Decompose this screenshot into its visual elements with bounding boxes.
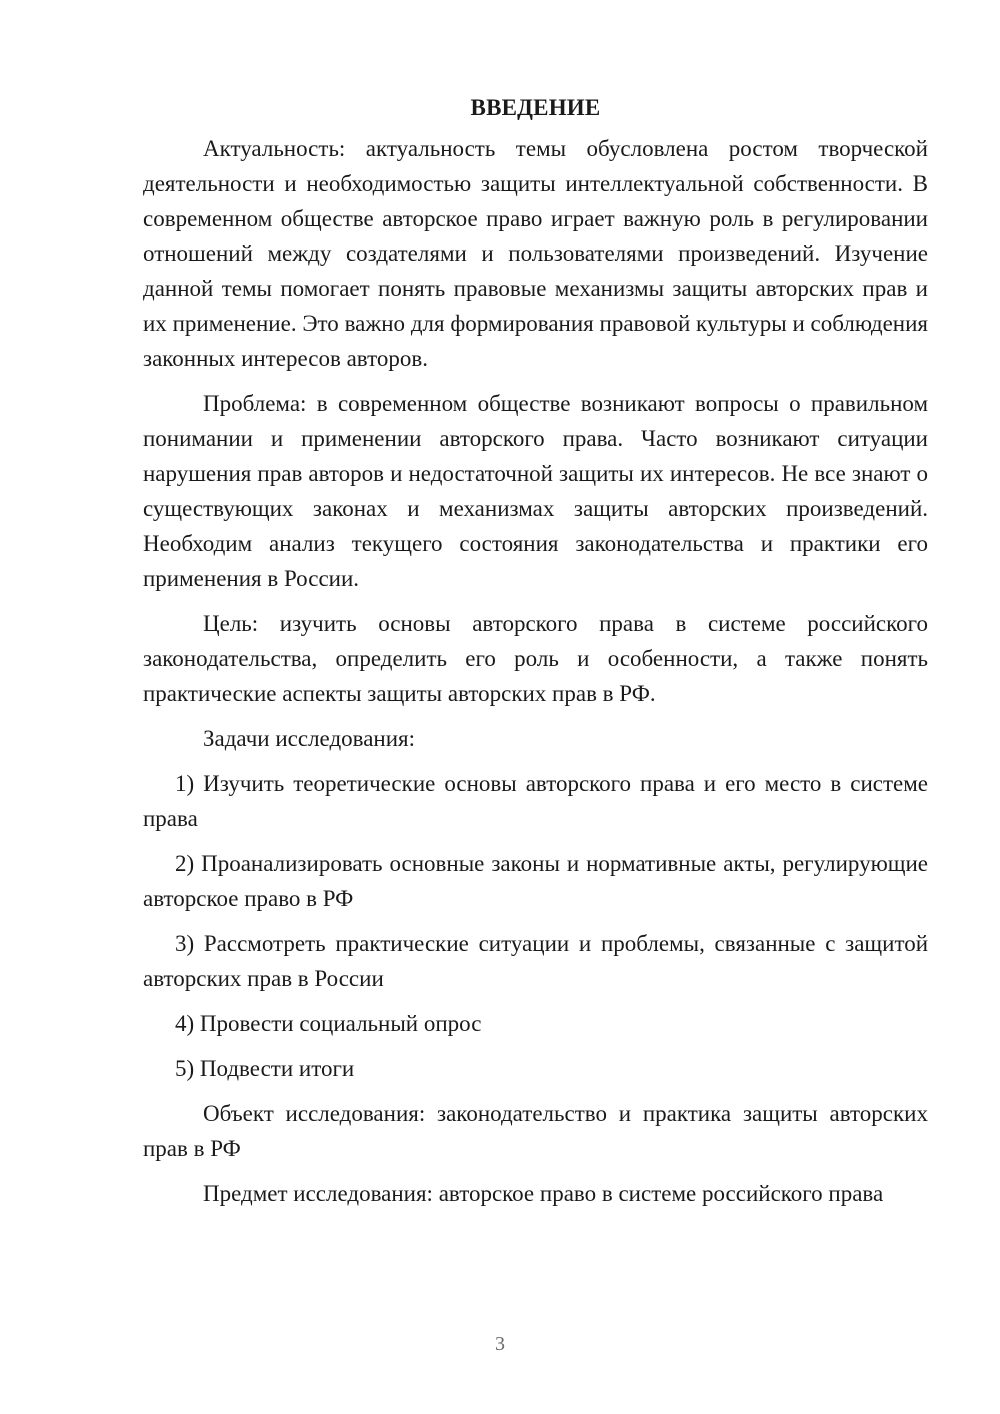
paragraph-object: Объект исследования: законодательство и практика защиты авторских прав в РФ: [143, 1101, 928, 1161]
tasks-list: [143, 766, 928, 1086]
list-item: 4) Провести социальный опрос: [175, 1011, 482, 1036]
list-item: 2) Проанализировать основные законы и нормативные акты, регулирующие авторское право в РФ: [143, 851, 928, 911]
page-number: 3: [495, 1333, 505, 1355]
paragraph-problem: Проблема: в современном обществе возникают вопросы о правильном понимании и применении авторского права. Часто возникают ситуации нарушения прав авторов и недостаточной защиты их интересов. Не все знают о существующих законах и механизмах защиты авторских произведений. Необходим анализ текущего состояния законодательства и практики его применения в России.: [143, 391, 928, 591]
list-item: 3) Рассмотреть практические ситуации и проблемы, связанные с защитой авторских прав в России: [143, 931, 928, 991]
paragraph-relevance: Актуальность: актуальность темы обусловлена ростом творческой деятельности и необходимостью защиты интеллектуальной собственности. В современном обществе авторское право играет важную роль в регулировании отношений между создателями и пользователями произведений. Изучение данной темы помогает понять правовые механизмы защиты авторских прав и их применение. Это важно для формирования правовой культуры и соблюдения законных интересов авторов.: [143, 136, 928, 371]
list-item: 1) Изучить теоретические основы авторского права и его место в системе права: [143, 771, 928, 831]
tasks-heading: Задачи исследования:: [203, 726, 416, 751]
paragraph-subject: Предмет исследования: авторское право в системе российского права: [203, 1181, 884, 1206]
list-item: 5) Подвести итоги: [175, 1056, 355, 1081]
document-page: [143, 90, 928, 1211]
page-title: ВВЕДЕНИЕ: [470, 95, 601, 120]
paragraph-goal: Цель: изучить основы авторского права в системе российского законодательства, определить его роль и особенности, а также понять практические аспекты защиты авторских прав в РФ.: [143, 611, 928, 706]
